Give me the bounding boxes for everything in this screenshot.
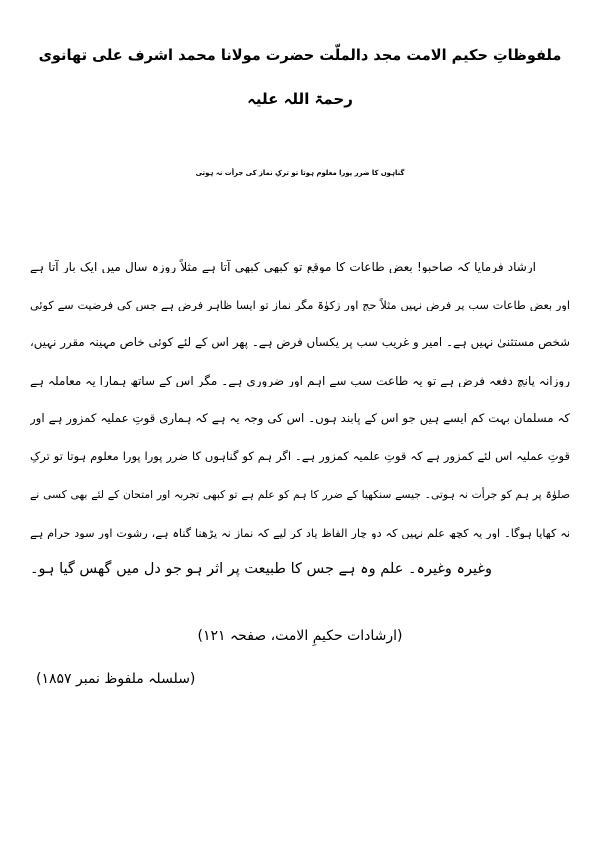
body-line	[30, 501, 570, 539]
body-line	[30, 463, 570, 501]
body-line-text: قوتِ عملیہ اس لئے کمزور ہے کہ قوتِ علمیہ کمزور ہے۔ اگر ہم کو گناہوں کا ضرر پورا پورا معلوم ہوتا تو ترکِ	[30, 449, 570, 463]
body-line-text: ارشاد فرمایا کہ صاحبو! بعض طاعات کا موقع تو کبھی کبھی آتا ہے مثلاً روزہ سال میں ایک بار آتا ہے	[30, 259, 536, 273]
body-line-text: اور بعض طاعات سب پر فرض نہیں مثلاً حج اور زکوٰۃ مگر نماز تو ایسا ظاہر فرض ہے جس کی فرضیت سے کوئی	[30, 298, 570, 311]
document-title: ملفوظاتِ حکیم الامت مجد دالملّت حضرت مولانا محمد اشرف علی تھانوی	[38, 46, 562, 64]
body-line	[30, 539, 570, 577]
title-block	[0, 0, 600, 110]
body-line	[30, 425, 570, 463]
body-line	[30, 311, 570, 349]
body-line	[30, 387, 570, 425]
body-line-text: کہ مسلمان بہت کم ایسے ہیں جو اس کے پابند ہوں۔ اس کی وجہ یہ ہے کہ ہماری قوتِ عملیہ کمزور ہے اور	[30, 411, 570, 425]
citation-secondary-wrapper	[30, 670, 570, 690]
honorific-text: رحمۃ اللہ علیہ	[247, 90, 353, 109]
body-line	[30, 349, 570, 387]
body-line-text: وغیرہ وغیرہ۔ علم وہ ہے جس کا طبیعت پر اثر ہو جو دل میں گھس گیا ہو۔	[30, 561, 492, 577]
body-line-text: شخص مستثنیٰ نہیں ہے۔ امیر و غریب سب پر یکساں فرض ہے۔ پھر اس کے لئے کوئی خاص مہینہ مقرر نہیں،	[30, 335, 570, 349]
body-line-text: روزانہ پانچ دفعہ فرض ہے تو یہ طاعت سب سے اہم اور ضروری ہے۔ مگر اس کے ساتھ ہمارا یہ معاملہ ہے	[30, 373, 570, 387]
section-heading: گناہوں کا ضرر پورا معلوم ہوتا تو ترکِ نماز کی جرأت نہ ہوتی	[195, 169, 405, 178]
body-line	[30, 273, 570, 311]
body-line	[30, 235, 570, 273]
body-line-text: نہ کھایا ہوگا۔ اور یہ کچھ علم نہیں کہ دو چار الفاظ یاد کر لیے کہ نماز نہ پڑھنا گناہ ہے، رشوت اور سود حرام ہے	[30, 526, 570, 539]
citation-secondary: (سلسلہ ملفوظ نمبر ۱۸۵۷)	[36, 671, 196, 688]
citation-primary: (ارشادات حکیمِ الامت، صفحہ ۱۲۱)	[197, 627, 403, 644]
body-line-text: صلوٰۃ پر ہم کو جرأت نہ ہوتی۔ جیسے سنکھیا کے ضرر کا ہم کو علم ہے تو کبھی تجربہ اور امتحان کے لئے بھی کسی نے	[30, 488, 570, 501]
body-text-block	[30, 235, 570, 577]
